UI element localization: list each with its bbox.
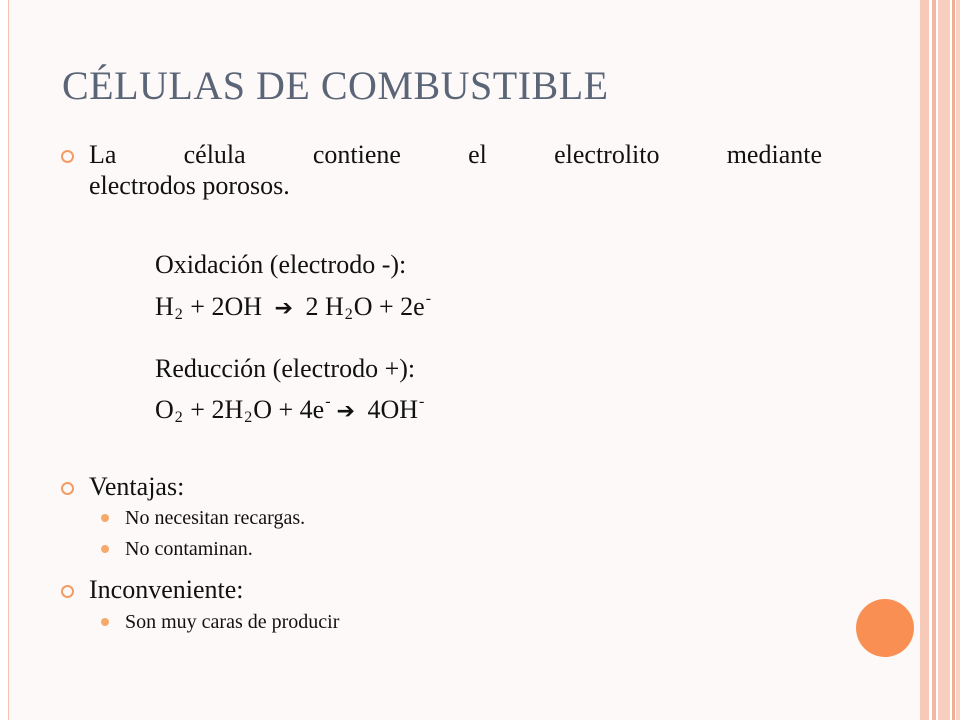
stripe-3 bbox=[938, 0, 950, 720]
bullet-dot-icon bbox=[101, 514, 109, 522]
eq-part: 2 H bbox=[298, 292, 344, 321]
eq-part: + 2H bbox=[183, 395, 244, 424]
stripe-4 bbox=[952, 0, 955, 720]
disadvantage-item: Son muy caras de producir bbox=[125, 611, 340, 633]
decorative-circle bbox=[856, 599, 914, 657]
bullet-dot-icon bbox=[101, 618, 109, 626]
slide-title: CÉLULAS DE COMBUSTIBLE bbox=[62, 63, 609, 108]
arrow-right-icon: ➔ bbox=[274, 296, 293, 321]
oxidation-equation bbox=[155, 290, 431, 324]
eq-superscript: - bbox=[425, 290, 432, 307]
eq-part: O bbox=[155, 395, 174, 424]
bullet-ring-icon bbox=[61, 482, 74, 495]
eq-part: H bbox=[155, 292, 174, 321]
advantage-item: No contaminan. bbox=[125, 538, 253, 560]
arrow-right-icon: ➔ bbox=[336, 399, 355, 424]
reduction-label: Reducción (electrodo +): bbox=[155, 354, 416, 383]
eq-part: 4OH bbox=[360, 395, 419, 424]
advantage-item: No necesitan recargas. bbox=[125, 507, 306, 529]
decorative-stripes bbox=[920, 0, 960, 720]
eq-subscript: 2 bbox=[344, 306, 353, 323]
bullet-ring-icon bbox=[61, 585, 74, 598]
intro-line-2: electrodos porosos. bbox=[89, 171, 290, 200]
advantages-heading: Ventajas: bbox=[89, 472, 185, 501]
eq-superscript: - bbox=[419, 393, 425, 410]
eq-superscript: - bbox=[325, 393, 331, 410]
eq-part: O + 2e bbox=[353, 292, 425, 321]
intro-line-1: La célula contiene el electrolito mediante bbox=[89, 140, 822, 169]
disadvantage-heading: Inconveniente: bbox=[89, 575, 244, 604]
stripe-2 bbox=[932, 0, 936, 720]
bullet-dot-icon bbox=[101, 545, 109, 553]
oxidation-label: Oxidación (electrodo -): bbox=[155, 250, 407, 279]
eq-subscript: 2 bbox=[244, 409, 253, 426]
stripe-5 bbox=[956, 0, 960, 720]
bullet-ring-icon bbox=[61, 150, 74, 163]
stripe-1 bbox=[920, 0, 929, 720]
eq-subscript: 2 bbox=[174, 409, 183, 426]
eq-part: + 2OH bbox=[183, 292, 269, 321]
eq-subscript: 2 bbox=[174, 306, 183, 323]
reduction-equation bbox=[155, 393, 424, 427]
eq-part: O + 4e bbox=[253, 395, 325, 424]
